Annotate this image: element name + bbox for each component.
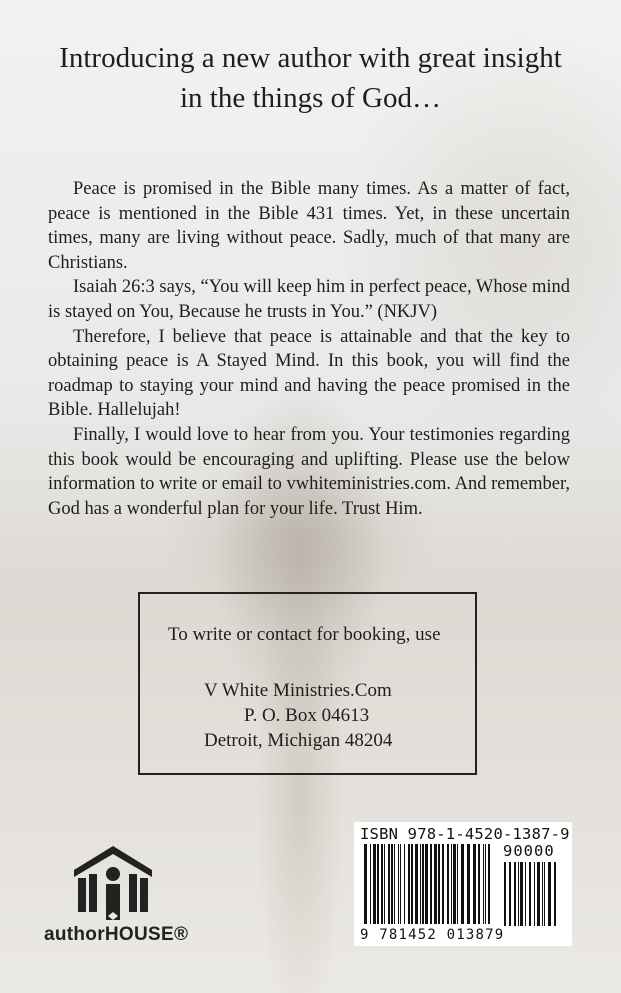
blurb-paragraph-2: Isaiah 26:3 says, “You will keep him in perfect peace, Whose mind is stayed on You, Because he trusts in You.” (NKJV) xyxy=(48,277,570,322)
barcode-digits: 9 781452 013879 xyxy=(360,927,505,943)
blurb-paragraph-4: Finally, I would love to hear from you. Your testimonies regarding this book would be encouraging and uplifting. Please use the below information to write or email to vwhiteministries.com. And remember, God has a wonderful plan for your life. Trust Him. xyxy=(48,424,570,519)
contact-info-box xyxy=(138,592,477,775)
isbn-number: ISBN 978-1-4520-1387-9 xyxy=(360,825,570,843)
publisher-logo xyxy=(44,844,204,944)
main-barcode-bars xyxy=(364,844,496,924)
isbn-barcode xyxy=(354,822,572,946)
headline-line-2: in the things of God… xyxy=(180,82,441,114)
blurb-paragraph-3: Therefore, I believe that peace is attainable and that the key to obtaining peace is A Stayed Mind. In this book, you will find the roadmap to staying your mind and having the peace promised in the Bible. Hallelujah! xyxy=(48,326,570,421)
contact-intro: To write or contact for booking, use xyxy=(168,624,441,645)
contact-ministry-name: V White Ministries.Com xyxy=(204,680,392,701)
headline-line-1: Introducing a new author with great insight xyxy=(59,42,562,74)
contact-city: Detroit, Michigan 48204 xyxy=(204,730,393,751)
price-code: 90000 xyxy=(503,842,555,860)
blurb-paragraph-1: Peace is promised in the Bible many times. As a matter of fact, peace is mentioned in the Bible 431 times. Yet, in these uncertain times, many are living without peace. Sadly, much of that many are Christians. xyxy=(48,179,570,273)
addon-barcode-bars xyxy=(504,862,560,926)
publisher-name: authorHOUSE® xyxy=(44,924,189,945)
blurb-text xyxy=(48,177,570,521)
authorhouse-house-icon xyxy=(72,844,154,922)
contact-po-box: P. O. Box 04613 xyxy=(244,705,370,726)
back-cover-headline xyxy=(0,38,621,118)
